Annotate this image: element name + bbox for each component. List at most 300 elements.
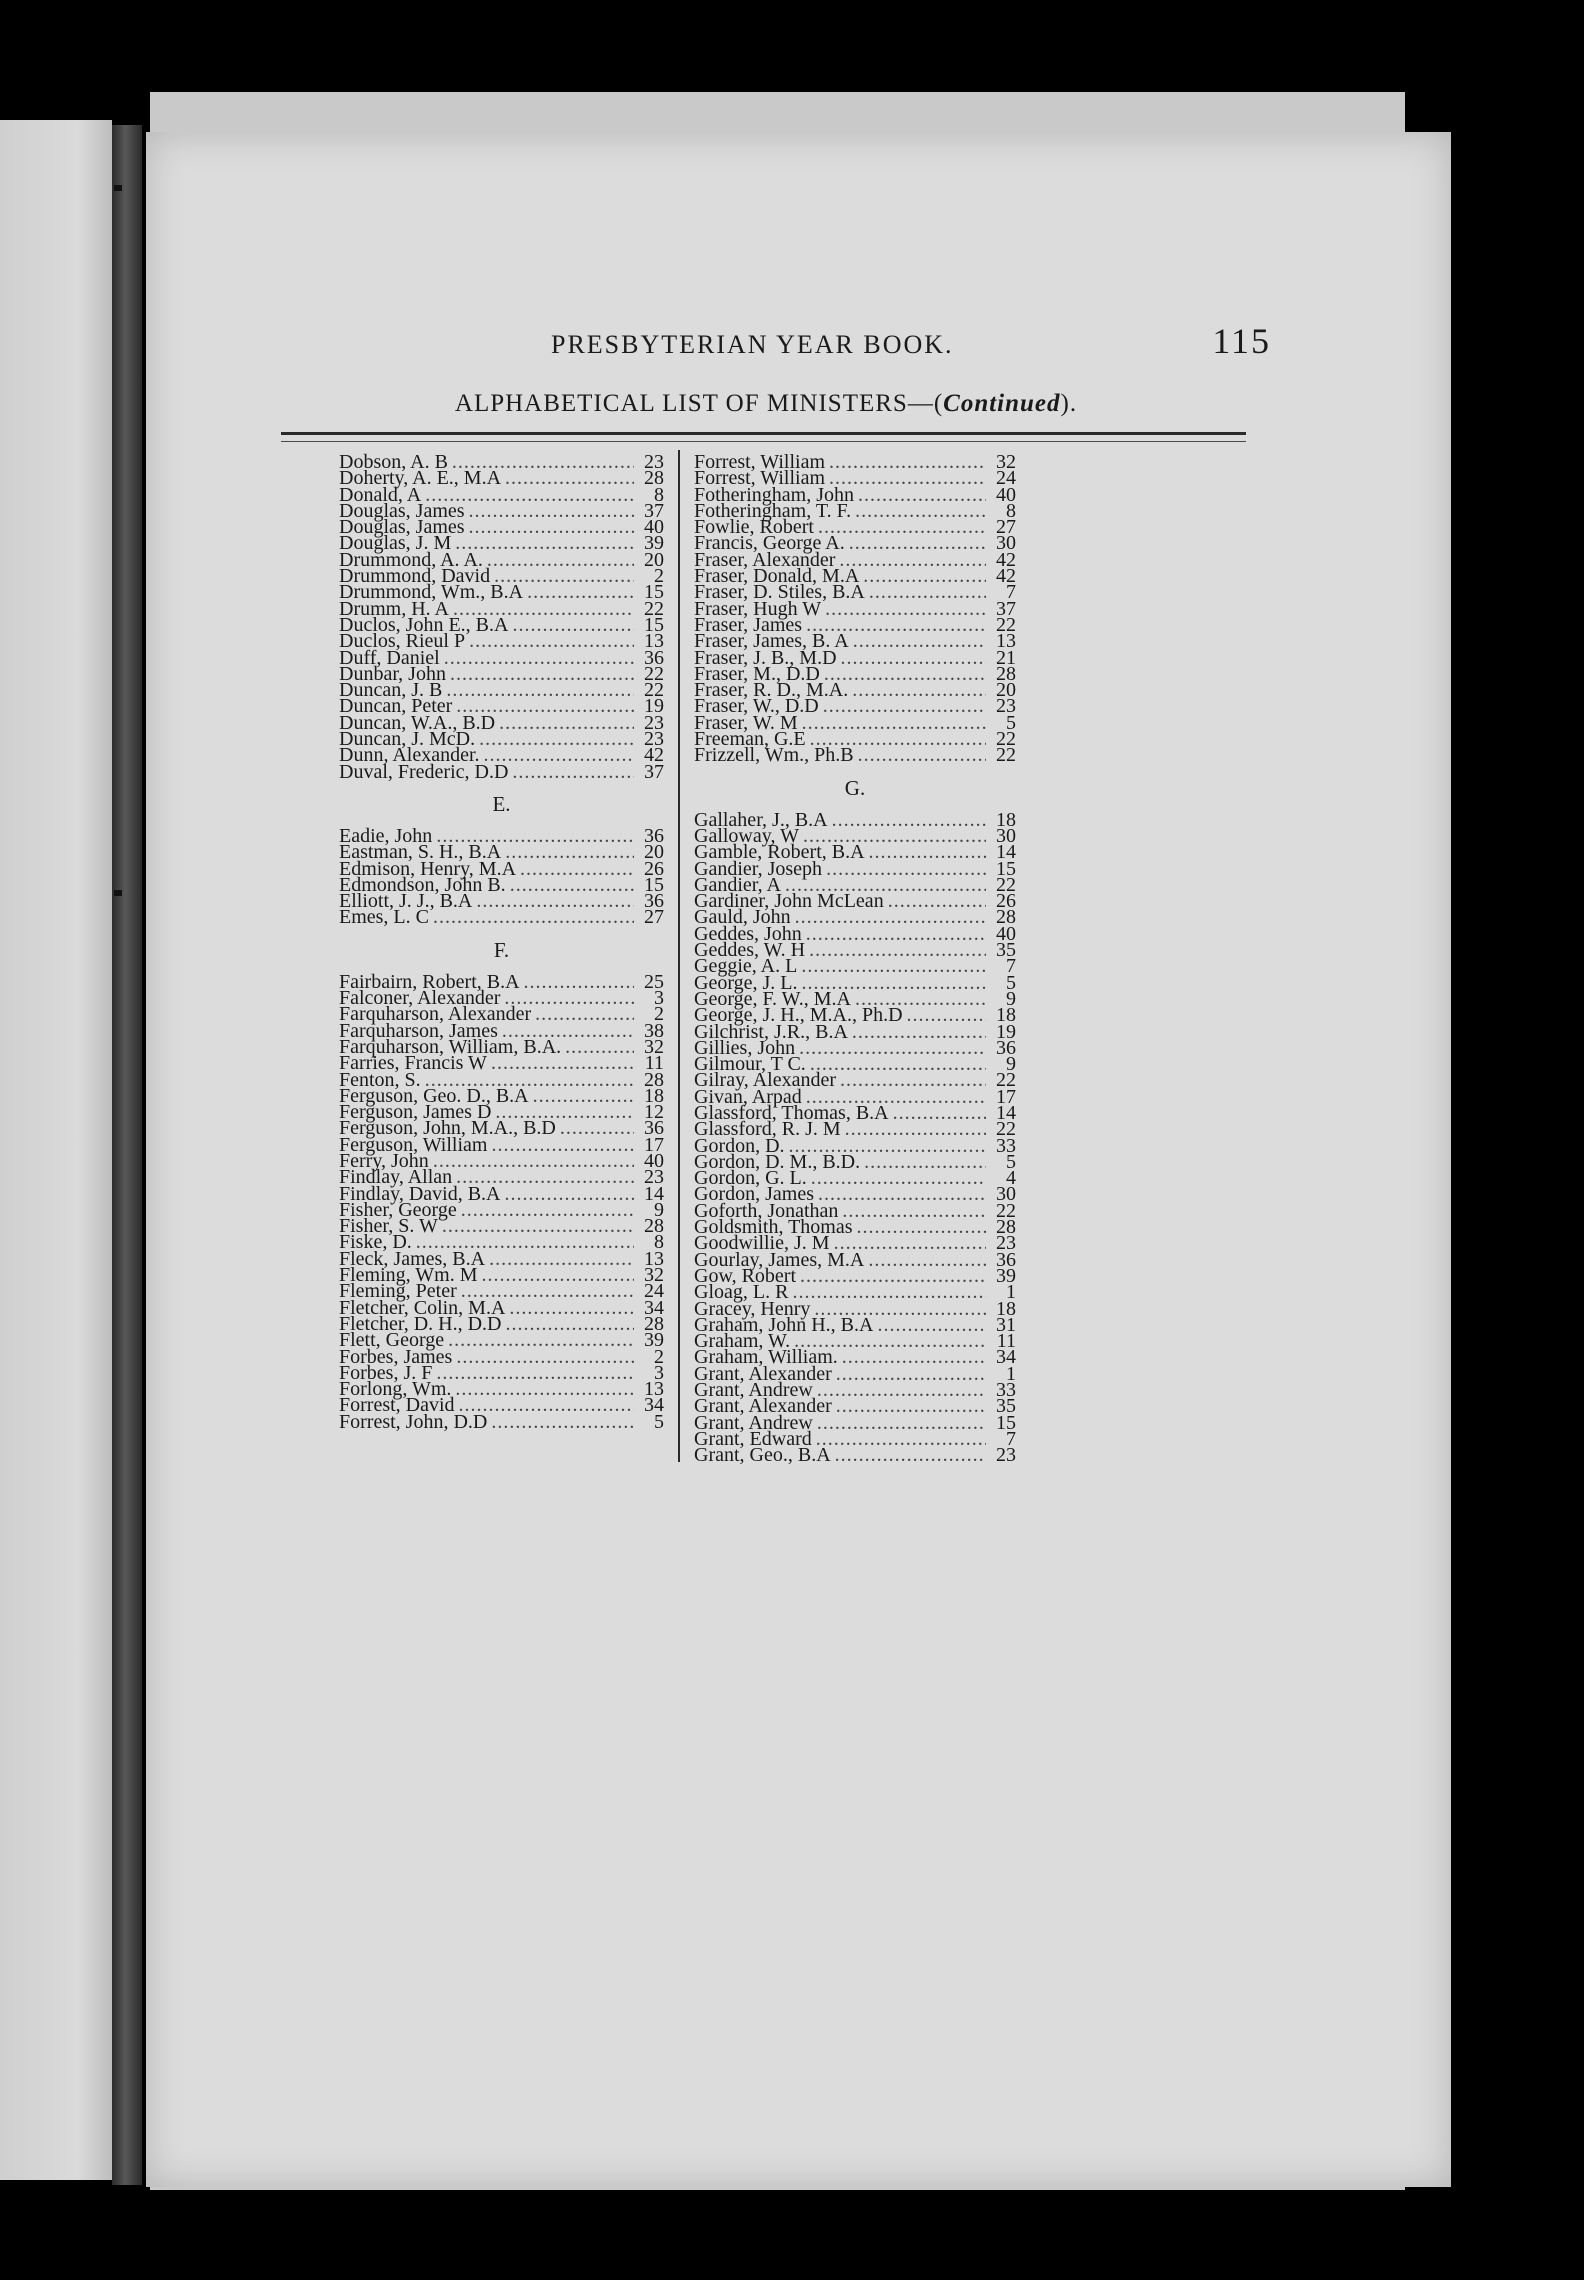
leader-dots — [487, 552, 634, 568]
leader-dots — [839, 552, 986, 568]
leader-dots — [469, 503, 634, 519]
leader-dots — [826, 861, 986, 877]
leader-dots — [505, 844, 634, 860]
minister-name: Goodwillie, J. M — [694, 1232, 830, 1255]
page-reference: 8 — [1006, 499, 1016, 522]
book-page — [146, 132, 1451, 2187]
page-reference: 20 — [996, 679, 1016, 702]
binding-mark — [114, 890, 122, 896]
page-reference: 40 — [644, 516, 664, 539]
minister-name: Douglas, J. M — [339, 532, 452, 555]
leader-dots — [824, 666, 986, 682]
page-reference: 22 — [644, 679, 664, 702]
page-reference: 7 — [1006, 1427, 1016, 1450]
page-reference: 2 — [654, 565, 664, 588]
page-reference: 7 — [1006, 955, 1016, 978]
minister-name: Duncan, J. B — [339, 679, 443, 702]
minister-name: Drumm, H. A — [339, 597, 449, 620]
minister-name: Fraser, James — [694, 613, 803, 636]
minister-name: George, F. W., M.A — [694, 987, 851, 1010]
leader-dots — [893, 1105, 986, 1121]
page-reference: 5 — [1006, 971, 1016, 994]
leader-dots — [853, 633, 986, 649]
leader-dots — [799, 1040, 986, 1056]
leader-dots — [512, 764, 634, 780]
minister-name: Dunn, Alexander. — [339, 744, 480, 767]
leader-dots — [858, 487, 986, 503]
leader-dots — [510, 877, 634, 893]
page-reference: 2 — [654, 1003, 664, 1026]
minister-name: Duncan, Peter — [339, 695, 453, 718]
minister-name: Grant, Geo., B.A — [694, 1444, 831, 1467]
page-reference: 18 — [996, 1004, 1016, 1027]
page-reference: 23 — [644, 711, 664, 734]
minister-name: Fisher, S. W — [339, 1215, 438, 1238]
page-reference: 22 — [996, 744, 1016, 767]
minister-name: Forrest, William — [694, 451, 826, 473]
minister-name: Gandier, Joseph — [694, 857, 823, 880]
running-head — [551, 320, 1271, 362]
minister-name: Fiske, D. — [339, 1231, 412, 1254]
minister-name: Ferguson, William — [339, 1133, 488, 1156]
page-reference: 11 — [644, 1052, 664, 1075]
page-reference: 24 — [996, 467, 1016, 490]
page-reference: 18 — [996, 808, 1016, 831]
minister-name: Douglas, James — [339, 499, 465, 522]
minister-name: Fraser, W. M — [694, 711, 798, 734]
page-reference: 27 — [644, 906, 664, 929]
leader-dots — [810, 1056, 986, 1072]
leader-dots — [436, 1365, 634, 1381]
page-reference: 27 — [996, 516, 1016, 539]
list-title-continued: Continued — [943, 390, 1061, 417]
page-reference: 8 — [654, 1231, 664, 1254]
page-reference: 39 — [644, 1329, 664, 1352]
minister-name: Grant, Andrew — [694, 1411, 813, 1434]
minister-name: Fraser, R. D., M.A. — [694, 679, 849, 702]
leader-dots — [855, 503, 986, 519]
page-reference: 22 — [996, 613, 1016, 636]
leader-dots — [842, 1203, 986, 1219]
minister-name: Findlay, David, B.A — [339, 1182, 501, 1205]
page-reference: 20 — [644, 841, 664, 864]
leader-dots — [535, 1006, 634, 1022]
page-reference: 5 — [1006, 1150, 1016, 1173]
minister-name: Fraser, M., D.D — [694, 662, 820, 685]
minister-name: Edmison, Henry, M.A — [339, 857, 517, 880]
leader-dots — [469, 633, 634, 649]
page-reference: 14 — [996, 1101, 1016, 1124]
minister-name: George, J. L. — [694, 971, 798, 994]
page-reference: 40 — [996, 922, 1016, 945]
page-reference: 15 — [996, 857, 1016, 880]
header-rule-thick — [281, 432, 1246, 435]
minister-name: Fraser, Alexander — [694, 548, 836, 571]
leader-dots — [841, 650, 986, 666]
page-reference: 9 — [654, 1198, 664, 1221]
minister-name: Gilray, Alexander — [694, 1069, 836, 1092]
minister-name: Fleming, Wm. M — [339, 1264, 478, 1287]
leader-dots — [845, 1121, 986, 1137]
minister-name: Elliott, J. J., B.A — [339, 890, 473, 913]
page-reference: 14 — [996, 841, 1016, 864]
page-reference: 20 — [644, 548, 664, 571]
minister-name: Gourlay, James, M.A — [694, 1248, 865, 1271]
minister-name: Grant, Alexander — [694, 1395, 832, 1418]
minister-name: Farquharson, James — [339, 1019, 498, 1042]
leader-dots — [840, 1072, 986, 1088]
page-reference: 42 — [996, 548, 1016, 571]
minister-name: Duval, Frederic, D.D — [339, 760, 509, 783]
leader-dots — [448, 1332, 634, 1348]
leader-dots — [565, 1039, 634, 1055]
leader-dots — [491, 1137, 634, 1153]
minister-name: Donald, A — [339, 483, 422, 506]
page-reference: 37 — [644, 499, 664, 522]
leader-dots — [520, 861, 634, 877]
minister-name: Ferguson, Geo. D., B.A — [339, 1084, 529, 1107]
page-reference: 15 — [996, 1411, 1016, 1434]
page-reference: 28 — [996, 906, 1016, 929]
minister-name: Fraser, W., D.D — [694, 695, 819, 718]
minister-name: Fotheringham, John — [694, 483, 854, 506]
minister-name: Fairbairn, Robert, B.A — [339, 970, 520, 993]
leader-dots — [469, 519, 634, 535]
minister-name: Fraser, James, B. A — [694, 630, 849, 653]
g-entries — [694, 808, 1016, 1467]
page-reference: 24 — [644, 1280, 664, 1303]
list-item — [339, 1410, 664, 1433]
minister-name: Edmondson, John B. — [339, 873, 506, 896]
minister-name: Forlong, Wm. — [339, 1378, 452, 1401]
page-reference: 28 — [644, 1215, 664, 1238]
minister-name: Fraser, J. B., M.D — [694, 646, 837, 669]
minister-name: Gallaher, J., B.A — [694, 808, 828, 831]
leader-dots — [863, 568, 986, 584]
page-reference: 23 — [996, 1232, 1016, 1255]
page-reference: 32 — [996, 451, 1016, 473]
leader-dots — [802, 715, 986, 731]
minister-name: Francis, George A. — [694, 532, 845, 555]
minister-name: Gracey, Henry — [694, 1297, 811, 1320]
leader-dots — [482, 1267, 634, 1283]
minister-name: Duncan, W.A., B.D — [339, 711, 496, 734]
leader-dots — [832, 812, 986, 828]
page-reference: 19 — [644, 695, 664, 718]
binding-mark — [114, 185, 122, 191]
page-reference: 9 — [1006, 987, 1016, 1010]
page-reference: 39 — [644, 532, 664, 555]
page-reference: 23 — [996, 695, 1016, 718]
minister-name: Duff, Daniel — [339, 646, 440, 669]
minister-name: Forrest, John, D.D — [339, 1410, 488, 1433]
leader-dots — [560, 1120, 634, 1136]
page-reference: 28 — [996, 662, 1016, 685]
minister-name: Falconer, Alexander — [339, 987, 501, 1010]
leader-dots — [433, 1153, 634, 1169]
minister-name: Fletcher, Colin, M.A — [339, 1296, 506, 1319]
minister-name: Fowlie, Robert — [694, 516, 814, 539]
page-reference: 13 — [644, 630, 664, 653]
minister-name: Eastman, S. H., B.A — [339, 841, 502, 864]
minister-name: Gordon, D. M., B.D. — [694, 1150, 861, 1173]
minister-name: Farquharson, Alexander — [339, 1003, 532, 1026]
page-reference: 40 — [996, 483, 1016, 506]
minister-name: Dunbar, John — [339, 662, 446, 685]
page-reference: 36 — [996, 1248, 1016, 1271]
minister-name: Gordon, G. L. — [694, 1167, 807, 1190]
minister-name: Glassford, Thomas, B.A — [694, 1101, 889, 1124]
page-reference: 28 — [996, 1216, 1016, 1239]
page-reference: 39 — [996, 1264, 1016, 1287]
minister-name: Doherty, A. E., M.A — [339, 467, 502, 490]
page-reference: 18 — [996, 1297, 1016, 1320]
leader-dots — [817, 1382, 986, 1398]
leader-dots — [442, 1218, 634, 1234]
leader-dots — [479, 731, 634, 747]
leader-dots — [491, 1055, 634, 1071]
minister-name: Geggie, A. L — [694, 955, 798, 978]
minister-name: Fraser, Donald, M.A — [694, 565, 860, 588]
minister-name: Drummond, A. A. — [339, 548, 483, 571]
page-reference: 28 — [644, 467, 664, 490]
page-reference: 30 — [996, 532, 1016, 555]
leader-dots — [869, 584, 986, 600]
minister-name: Galloway, W — [694, 824, 799, 847]
minister-name: Fleck, James, B.A — [339, 1247, 486, 1270]
leader-dots — [446, 682, 634, 698]
leader-dots — [455, 1381, 634, 1397]
left-column — [339, 451, 664, 1433]
page-reference: 30 — [996, 824, 1016, 847]
leader-dots — [509, 1300, 634, 1316]
leader-dots — [792, 1284, 986, 1300]
page-reference: 36 — [644, 646, 664, 669]
section-heading-g: G. — [844, 775, 866, 800]
page-reference: 23 — [644, 451, 664, 473]
minister-name: Douglas, James — [339, 516, 465, 539]
leader-dots — [806, 926, 986, 942]
minister-name: Gardiner, John McLean — [694, 890, 884, 913]
section-heading-f: F. — [493, 937, 510, 962]
minister-name: Ferry, John — [339, 1149, 429, 1172]
page-reference: 21 — [996, 646, 1016, 669]
minister-name: Farquharson, William, B.A. — [339, 1035, 562, 1058]
minister-name: Gow, Robert — [694, 1264, 797, 1287]
minister-name: Gordon, D. — [694, 1134, 785, 1157]
page-reference: 33 — [996, 1379, 1016, 1402]
page-reference: 35 — [996, 939, 1016, 962]
column-divider — [678, 450, 680, 1462]
leader-dots — [527, 584, 634, 600]
running-title: PRESBYTERIAN YEAR BOOK. — [551, 330, 954, 359]
page-number: 115 — [1212, 321, 1271, 361]
page-reference: 9 — [1006, 1053, 1016, 1076]
minister-name: Drummond, Wm., B.A — [339, 581, 524, 604]
list-title-main: ALPHABETICAL LIST OF MINISTERS—( — [454, 390, 944, 417]
leader-dots — [849, 535, 986, 551]
minister-name: Grant, Alexander — [694, 1362, 832, 1385]
page-reference: 7 — [1006, 581, 1016, 604]
list-item — [339, 906, 664, 929]
page-reference: 36 — [644, 1117, 664, 1140]
page-reference: 23 — [996, 1444, 1016, 1467]
page-reference: 13 — [644, 1247, 664, 1270]
d-entries — [339, 451, 664, 783]
leader-dots — [512, 617, 634, 633]
minister-name: Fraser, Hugh W — [694, 597, 822, 620]
minister-name: Fraser, D. Stiles, B.A — [694, 581, 865, 604]
minister-name: Gillies, John — [694, 1036, 796, 1059]
minister-name: Grant, Edward — [694, 1427, 812, 1450]
minister-name: Geddes, W. H — [694, 939, 806, 962]
list-title-close: ). — [1060, 390, 1078, 417]
page-reference: 15 — [644, 613, 664, 636]
minister-name: Fisher, George — [339, 1198, 457, 1221]
page-reference: 36 — [644, 824, 664, 847]
minister-name: George, J. H., M.A., Ph.D — [694, 1004, 903, 1027]
page-reference: 40 — [644, 1149, 664, 1172]
right-column — [694, 451, 1016, 1467]
list-item — [694, 744, 1016, 767]
page-reference: 42 — [996, 565, 1016, 588]
page-reference: 17 — [644, 1133, 664, 1156]
minister-name: Goforth, Jonathan — [694, 1199, 839, 1222]
leader-dots — [533, 1088, 634, 1104]
page-reference: 30 — [996, 1183, 1016, 1206]
leader-dots — [801, 958, 986, 974]
minister-name: Fleming, Peter — [339, 1280, 457, 1303]
page-reference: 13 — [996, 630, 1016, 653]
facing-page-edge — [0, 120, 112, 2180]
leader-dots — [476, 893, 634, 909]
page-reference: 2 — [654, 1345, 664, 1368]
list-item — [694, 1444, 1016, 1467]
minister-name: Forbes, J. F — [339, 1361, 433, 1384]
leader-dots — [835, 1447, 986, 1463]
minister-name: Findlay, Allan — [339, 1166, 453, 1189]
leader-dots — [489, 1251, 634, 1267]
list-item — [339, 760, 664, 783]
leader-dots — [817, 1415, 986, 1431]
minister-name: Gandier, A — [694, 873, 781, 896]
minister-name: Graham, William. — [694, 1346, 838, 1369]
page-reference: 1 — [1006, 1281, 1016, 1304]
page-reference: 28 — [644, 1068, 664, 1091]
leader-dots — [461, 1202, 634, 1218]
page-reference: 14 — [644, 1182, 664, 1205]
leader-dots — [450, 666, 634, 682]
leader-dots — [456, 1349, 634, 1365]
page-reference: 36 — [996, 1036, 1016, 1059]
leader-dots — [852, 682, 986, 698]
page-reference: 13 — [644, 1378, 664, 1401]
leader-dots — [823, 698, 986, 714]
page-reference: 37 — [644, 760, 664, 783]
list-title — [416, 390, 1116, 418]
minister-name: Gamble, Robert, B.A — [694, 841, 865, 864]
minister-name: Graham, W. — [694, 1330, 791, 1353]
page-reference: 26 — [996, 890, 1016, 913]
leader-dots — [836, 1398, 986, 1414]
page-reference: 38 — [644, 1019, 664, 1042]
minister-name: Freeman, G.E — [694, 728, 806, 751]
page-reference: 23 — [644, 728, 664, 751]
minister-name: Duclos, Rieul P — [339, 630, 466, 653]
page-reference: 34 — [644, 1394, 664, 1417]
section-heading-e: E. — [492, 791, 511, 816]
leader-dots — [499, 715, 634, 731]
minister-name: Frizzell, Wm., Ph.B — [694, 744, 854, 767]
minister-name: Flett, George — [339, 1329, 445, 1352]
leader-dots — [444, 650, 634, 666]
page-reference: 22 — [996, 728, 1016, 751]
leader-dots — [491, 1414, 634, 1430]
page-reference: 22 — [996, 1069, 1016, 1092]
page-reference: 15 — [644, 873, 664, 896]
leader-dots — [857, 1219, 986, 1235]
page-reference: 33 — [996, 1134, 1016, 1157]
page-reference: 18 — [644, 1084, 664, 1107]
leader-dots — [818, 1186, 986, 1202]
book-spine — [112, 125, 142, 2185]
leader-dots — [868, 1252, 986, 1268]
leader-dots — [869, 844, 986, 860]
minister-name: Duncan, J. McD. — [339, 728, 476, 751]
leader-dots — [888, 893, 986, 909]
minister-name: Forrest, William — [694, 467, 826, 490]
page-reference: 23 — [644, 1166, 664, 1189]
minister-name: Ferguson, James D — [339, 1101, 492, 1124]
page-reference: 8 — [654, 483, 664, 506]
leader-dots — [864, 1154, 986, 1170]
minister-name: Eadie, John — [339, 824, 433, 847]
minister-name: Fenton, S. — [339, 1068, 421, 1091]
leader-dots — [504, 1186, 634, 1202]
leader-dots — [505, 470, 634, 486]
minister-name: Glassford, R. J. M — [694, 1118, 841, 1141]
leader-dots — [800, 1268, 986, 1284]
header-rule-thin — [281, 441, 1246, 442]
minister-name: Graham, John H., B.A — [694, 1313, 874, 1336]
page-reference: 25 — [644, 970, 664, 993]
leader-dots — [907, 1007, 986, 1023]
minister-name: Givan, Arpad — [694, 1085, 802, 1108]
page-reference: 22 — [644, 597, 664, 620]
minister-name: Duclos, John E., B.A — [339, 613, 509, 636]
leader-dots — [825, 601, 986, 617]
minister-name: Goldsmith, Thomas — [694, 1216, 853, 1239]
leader-dots — [524, 974, 634, 990]
minister-name: Ferguson, John, M.A., B.D — [339, 1117, 556, 1140]
page-reference: 31 — [996, 1313, 1016, 1336]
minister-name: Grant, Andrew — [694, 1379, 813, 1402]
page-reference: 22 — [644, 662, 664, 685]
leader-dots — [829, 454, 986, 470]
page-reference: 26 — [644, 857, 664, 880]
page-reference: 17 — [996, 1085, 1016, 1108]
leader-dots — [842, 1349, 986, 1365]
page-reference: 42 — [644, 744, 664, 767]
page-reference: 22 — [996, 1199, 1016, 1222]
minister-name: Forrest, David — [339, 1394, 455, 1417]
f-entries-continued — [694, 451, 1016, 767]
page-reference: 28 — [644, 1312, 664, 1335]
page-reference: 12 — [644, 1101, 664, 1124]
minister-name: Gauld, John — [694, 906, 791, 929]
page-reference: 36 — [644, 890, 664, 913]
minister-name: Drummond, David — [339, 565, 491, 588]
